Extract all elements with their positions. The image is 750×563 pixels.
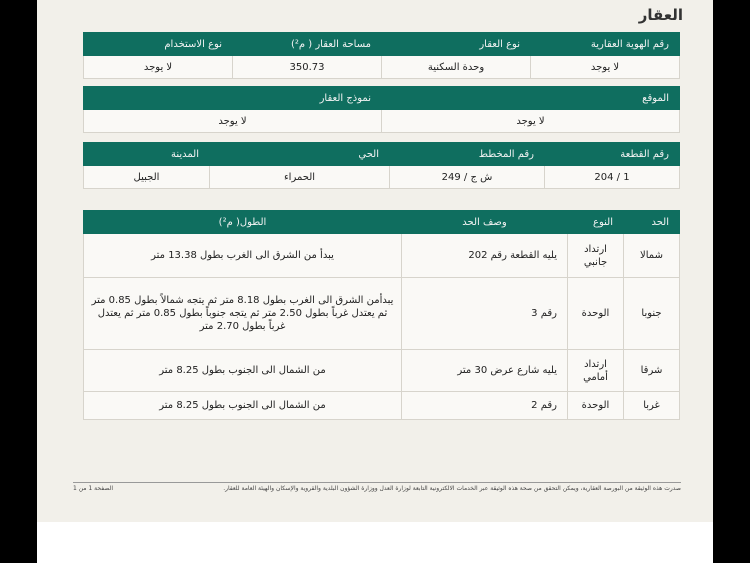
table-row: [84, 392, 680, 420]
city-value: الجبيل: [84, 166, 210, 189]
side-header: الحد: [624, 211, 680, 234]
property-model-header: نموذج العقار: [84, 87, 382, 110]
bound-length: من الشمال الى الجنوب بطول 8.25 متر: [84, 392, 402, 420]
bound-side: شرقا: [624, 350, 680, 392]
bound-description: يليه شارع عرض 30 متر: [402, 350, 568, 392]
bound-type: ارتداد أمامي: [568, 350, 624, 392]
table-row: [84, 350, 680, 392]
bound-side: جنوبا: [624, 278, 680, 350]
bounds-table: [83, 210, 680, 420]
property-area-header: مساحة العقار ( م²): [233, 33, 382, 56]
bound-type: الوحدة: [568, 392, 624, 420]
property-table: [83, 32, 680, 79]
bound-description: يليه القطعة رقم 202: [402, 234, 568, 278]
bound-side: شمالا: [624, 234, 680, 278]
plot-number-value: 1 / 204: [545, 166, 680, 189]
plot-table: [83, 142, 680, 189]
description-header: وصف الحد: [402, 211, 568, 234]
property-area-value: 350.73: [233, 56, 382, 79]
plan-number-header: رقم المخطط: [390, 143, 545, 166]
bound-side: غربا: [624, 392, 680, 420]
bound-description: رقم 3: [402, 278, 568, 350]
usage-type-header: نوع الاستخدام: [84, 33, 233, 56]
bound-length: يبدأمن الشرق الى الغرب بطول 8.18 متر ثم يتجه شمالاً بطول 0.85 متر ثم يعتدل غرباً بطول 2.50 متر ثم يتجه جنوباً بطول 0.85 متر ثم يعتدل غرباً بطول 2.70 متر: [84, 278, 402, 350]
property-model-value: لا يوجد: [84, 110, 382, 133]
footer-text: صدرت هذه الوثيقة من البورصة العقارية، ويمكن التحقق من صحة هذه الوثيقة عبر الخدمات الالكترونية التابعة لوزارة العدل ووزارة الشؤون البلدية والقروية والإسكان والهيئة العامة للعقار.: [223, 485, 681, 492]
bound-length: يبدأ من الشرق الى الغرب بطول 13.38 متر: [84, 234, 402, 278]
plot-number-header: رقم القطعة: [545, 143, 680, 166]
location-table: [83, 86, 680, 133]
length-header: الطول( م²): [84, 211, 402, 234]
property-type-value: وحدة السكنية: [382, 56, 531, 79]
plan-number-value: ش ج / 249: [390, 166, 545, 189]
bound-type: ارتداد جانبي: [568, 234, 624, 278]
type-header: النوع: [568, 211, 624, 234]
section-title: العقار: [638, 6, 683, 24]
property-id-value: لا يوجد: [531, 56, 680, 79]
table-row: [84, 278, 680, 350]
district-header: الحي: [210, 143, 390, 166]
page-number: الصفحة 1 من 1: [73, 485, 113, 492]
bound-type: الوحدة: [568, 278, 624, 350]
bound-length: من الشمال الى الجنوب بطول 8.25 متر: [84, 350, 402, 392]
property-id-header: رقم الهوية العقارية: [531, 33, 680, 56]
bottom-margin: [37, 522, 713, 563]
district-value: الحمراء: [210, 166, 390, 189]
city-header: المدينة: [84, 143, 210, 166]
document-page: [37, 0, 713, 563]
location-value: لا يوجد: [382, 110, 680, 133]
bound-description: رقم 2: [402, 392, 568, 420]
footer: [73, 482, 681, 492]
usage-type-value: لا يوجد: [84, 56, 233, 79]
location-header: الموقع: [382, 87, 680, 110]
property-type-header: نوع العقار: [382, 33, 531, 56]
table-row: [84, 234, 680, 278]
